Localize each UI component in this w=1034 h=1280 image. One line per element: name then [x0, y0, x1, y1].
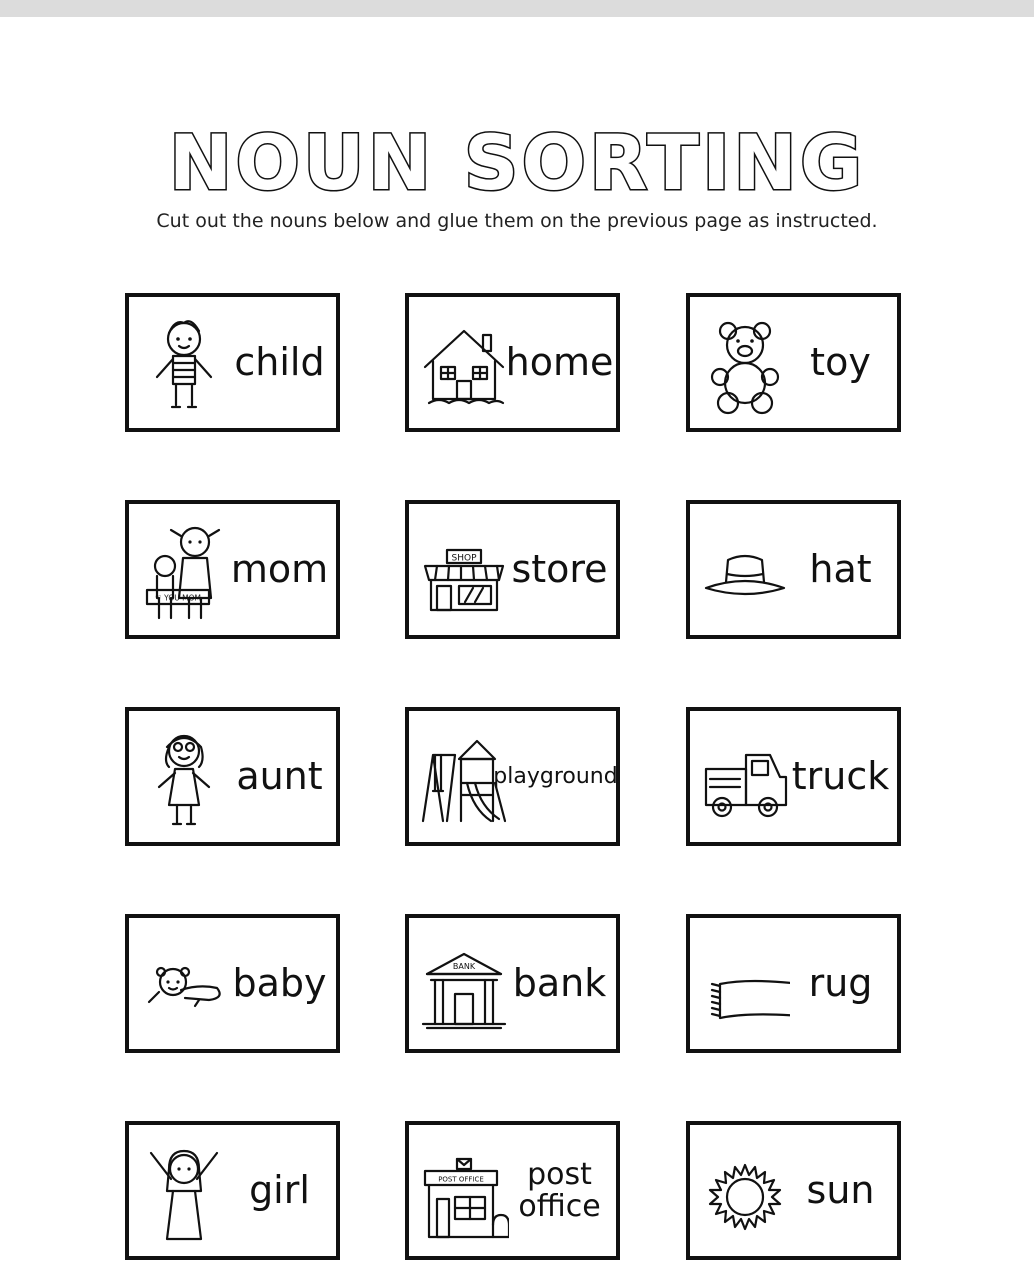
child-icon [139, 311, 229, 416]
page-title: NOUN SORTING [168, 118, 866, 207]
noun-label: mom [230, 546, 329, 591]
girl-icon [139, 1139, 229, 1244]
noun-card-child [125, 293, 340, 432]
noun-label: bank [512, 960, 607, 1005]
noun-label: girl [249, 1167, 310, 1212]
post-office-icon [419, 1139, 509, 1244]
noun-label: child [234, 339, 325, 384]
noun-card-sun [686, 1121, 901, 1260]
noun-card-store [405, 500, 620, 639]
house-icon [419, 311, 509, 416]
noun-card-playground [405, 707, 620, 846]
noun-label: sun [806, 1167, 875, 1212]
noun-label: aunt [236, 753, 323, 798]
noun-card-post-office [405, 1121, 620, 1260]
icon-caption: POST OFFICE [438, 1175, 484, 1184]
noun-card-hat [686, 500, 901, 639]
noun-card-girl [125, 1121, 340, 1260]
noun-label: hat [809, 546, 872, 591]
truck-icon [700, 725, 790, 830]
icon-caption: ♡ YOU MOM [155, 593, 201, 603]
noun-label: rug [808, 960, 873, 1005]
noun-label: home [505, 339, 614, 384]
instructions: Cut out the nouns below and glue them on the previous page as instructed. [156, 210, 878, 232]
noun-card-aunt [125, 707, 340, 846]
noun-card-baby [125, 914, 340, 1053]
noun-card-toy [686, 293, 901, 432]
noun-label: playground [493, 763, 618, 789]
sun-icon [700, 1139, 790, 1244]
noun-card-rug [686, 914, 901, 1053]
top-bar [0, 0, 1034, 17]
rug-icon [700, 932, 790, 1037]
aunt-icon [139, 725, 229, 830]
noun-card-bank [405, 914, 620, 1053]
mom-and-child-icon [139, 518, 229, 623]
noun-card-home [405, 293, 620, 432]
teddy-bear-icon [700, 311, 790, 416]
noun-card-truck [686, 707, 901, 846]
noun-label: post office [518, 1157, 601, 1224]
baby-icon [139, 932, 229, 1037]
shop-icon [419, 518, 509, 623]
icon-caption: BANK [452, 962, 476, 971]
hat-icon [700, 518, 790, 623]
noun-card-mom [125, 500, 340, 639]
noun-label: baby [232, 960, 327, 1005]
noun-label: toy [810, 339, 871, 384]
icon-caption: SHOP [451, 553, 477, 564]
bank-icon [419, 932, 509, 1037]
noun-label: store [511, 546, 608, 591]
noun-label: truck [791, 753, 890, 798]
